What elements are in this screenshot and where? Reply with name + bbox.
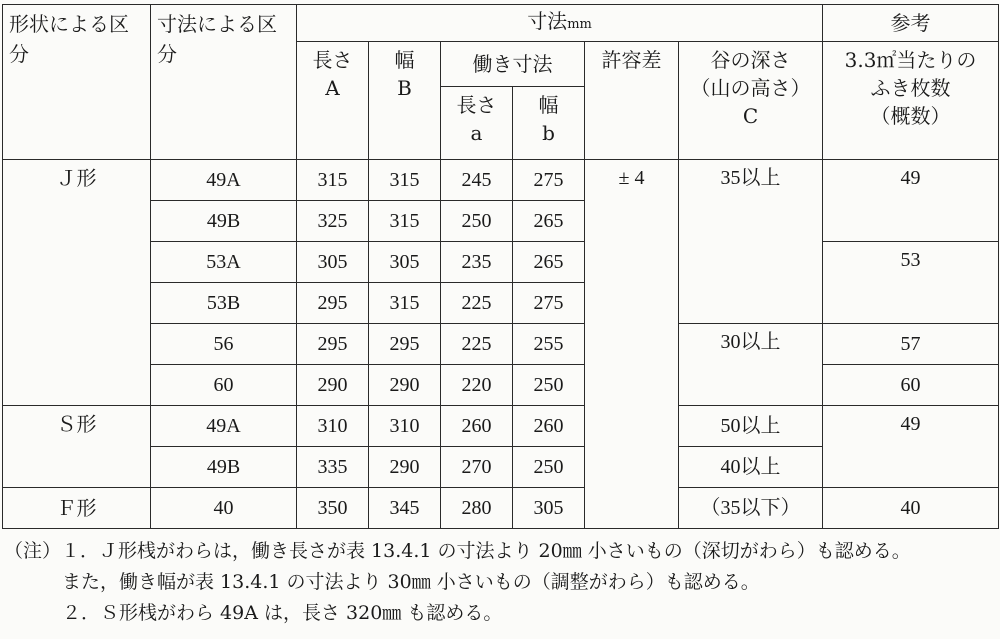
cell-code: 53A (151, 242, 297, 283)
cell-work-length: 260 (441, 406, 513, 447)
note-line-1: （注）１．Ｊ形桟がわらは，働き長さが表 13.4.1 の寸法より 20㎜ 小さいもの（深切がわら）も認める。 (4, 540, 911, 562)
cell-length: 325 (297, 201, 369, 242)
cell-work-length: 225 (441, 283, 513, 324)
note-line-3: ２．Ｓ形桟がわら 49A は，長さ 320㎜ も認める。 (62, 602, 503, 624)
cell-work-length: 245 (441, 160, 513, 201)
cell-length: 295 (297, 324, 369, 365)
cell-work-length: 220 (441, 365, 513, 406)
cell-work-width: 265 (513, 242, 585, 283)
cell-width: 310 (369, 406, 441, 447)
cell-code: 40 (151, 488, 297, 529)
header-work-width (513, 87, 585, 160)
cell-depth-35: 35以上 (679, 160, 823, 324)
cell-work-length: 270 (441, 447, 513, 488)
cell-width: 315 (369, 283, 441, 324)
table-notes (4, 536, 911, 629)
table-row (3, 324, 999, 365)
cell-width: 345 (369, 488, 441, 529)
cell-work-width: 255 (513, 324, 585, 365)
header-dim-class-text: 寸法による区分 (157, 12, 277, 66)
cell-code: 49A (151, 406, 297, 447)
header-depth-line2: （山の高さ） (690, 76, 811, 100)
header-work-length-label: 長さ (456, 93, 497, 117)
cell-code: 60 (151, 365, 297, 406)
cell-work-width: 275 (513, 283, 585, 324)
cell-count-49-s: 49 (823, 406, 999, 488)
header-work-width-label: 幅 (538, 93, 559, 117)
cell-length: 305 (297, 242, 369, 283)
cell-work-width: 250 (513, 365, 585, 406)
table-row (3, 160, 999, 201)
cell-code: 49B (151, 201, 297, 242)
cell-width: 315 (369, 201, 441, 242)
header-dimensions-unit: mm (567, 17, 592, 32)
cell-width: 290 (369, 447, 441, 488)
header-depth-line1: 谷の深さ (710, 48, 791, 72)
cell-code: 56 (151, 324, 297, 365)
table-row (3, 365, 999, 406)
header-count-line3: （概数） (870, 104, 951, 128)
cell-width: 315 (369, 160, 441, 201)
header-shape-class (3, 5, 151, 160)
header-width (369, 42, 441, 160)
cell-length: 315 (297, 160, 369, 201)
header-count (823, 42, 999, 160)
cell-work-width: 250 (513, 447, 585, 488)
header-depth (679, 42, 823, 160)
header-tolerance: 許容差 (585, 42, 679, 160)
cell-tolerance: ± 4 (585, 160, 679, 529)
cell-depth-30: 30以上 (679, 324, 823, 406)
header-length-symbol: A (325, 76, 340, 100)
header-length (297, 42, 369, 160)
cell-width: 305 (369, 242, 441, 283)
cell-work-width: 260 (513, 406, 585, 447)
cell-count-60: 60 (823, 365, 999, 406)
header-count-line2: ふき枚数 (870, 76, 951, 100)
header-reference: 参考 (823, 5, 999, 42)
cell-depth-40: 40以上 (679, 447, 823, 488)
cell-count-40: 40 (823, 488, 999, 529)
header-depth-symbol: C (742, 104, 759, 128)
group-f: Ｆ形 (3, 488, 151, 529)
cell-length: 350 (297, 488, 369, 529)
cell-length: 295 (297, 283, 369, 324)
table-row (3, 242, 999, 283)
cell-code: 49B (151, 447, 297, 488)
cell-length: 290 (297, 365, 369, 406)
header-work-length (441, 87, 513, 160)
cell-work-length: 225 (441, 324, 513, 365)
header-dim-class (151, 5, 297, 160)
note-line-2: また，働き幅が表 13.4.1 の寸法より 30㎜ 小さいもの（調整がわら）も認める。 (62, 571, 760, 593)
header-shape-class-text: 形状による区分 (9, 12, 129, 66)
cell-code: 49A (151, 160, 297, 201)
cell-work-length: 235 (441, 242, 513, 283)
header-width-symbol: B (397, 76, 412, 100)
cell-depth-35-below: （35以下） (679, 488, 823, 529)
cell-length: 335 (297, 447, 369, 488)
cell-count-57: 57 (823, 324, 999, 365)
cell-count-53: 53 (823, 242, 999, 324)
group-j: Ｊ形 (3, 160, 151, 406)
cell-length: 310 (297, 406, 369, 447)
header-dimensions (297, 5, 823, 42)
table-row (3, 406, 999, 447)
cell-work-width: 305 (513, 488, 585, 529)
header-work-length-symbol: a (470, 121, 483, 145)
cell-width: 290 (369, 365, 441, 406)
cell-work-length: 250 (441, 201, 513, 242)
cell-width: 295 (369, 324, 441, 365)
cell-depth-50: 50以上 (679, 406, 823, 447)
cell-work-width: 265 (513, 201, 585, 242)
header-dimensions-label: 寸法 (527, 9, 568, 33)
header-width-label: 幅 (394, 48, 415, 72)
header-work-width-symbol: b (542, 121, 555, 145)
header-count-line1: 3.3㎡当たりの (844, 48, 977, 72)
cell-code: 53B (151, 283, 297, 324)
roof-tile-dimension-table (2, 4, 999, 529)
header-working: 働き寸法 (441, 42, 585, 87)
cell-work-length: 280 (441, 488, 513, 529)
header-length-label: 長さ (312, 48, 353, 72)
cell-count-49: 49 (823, 160, 999, 242)
group-s: Ｓ形 (3, 406, 151, 488)
cell-work-width: 275 (513, 160, 585, 201)
table-row (3, 488, 999, 529)
